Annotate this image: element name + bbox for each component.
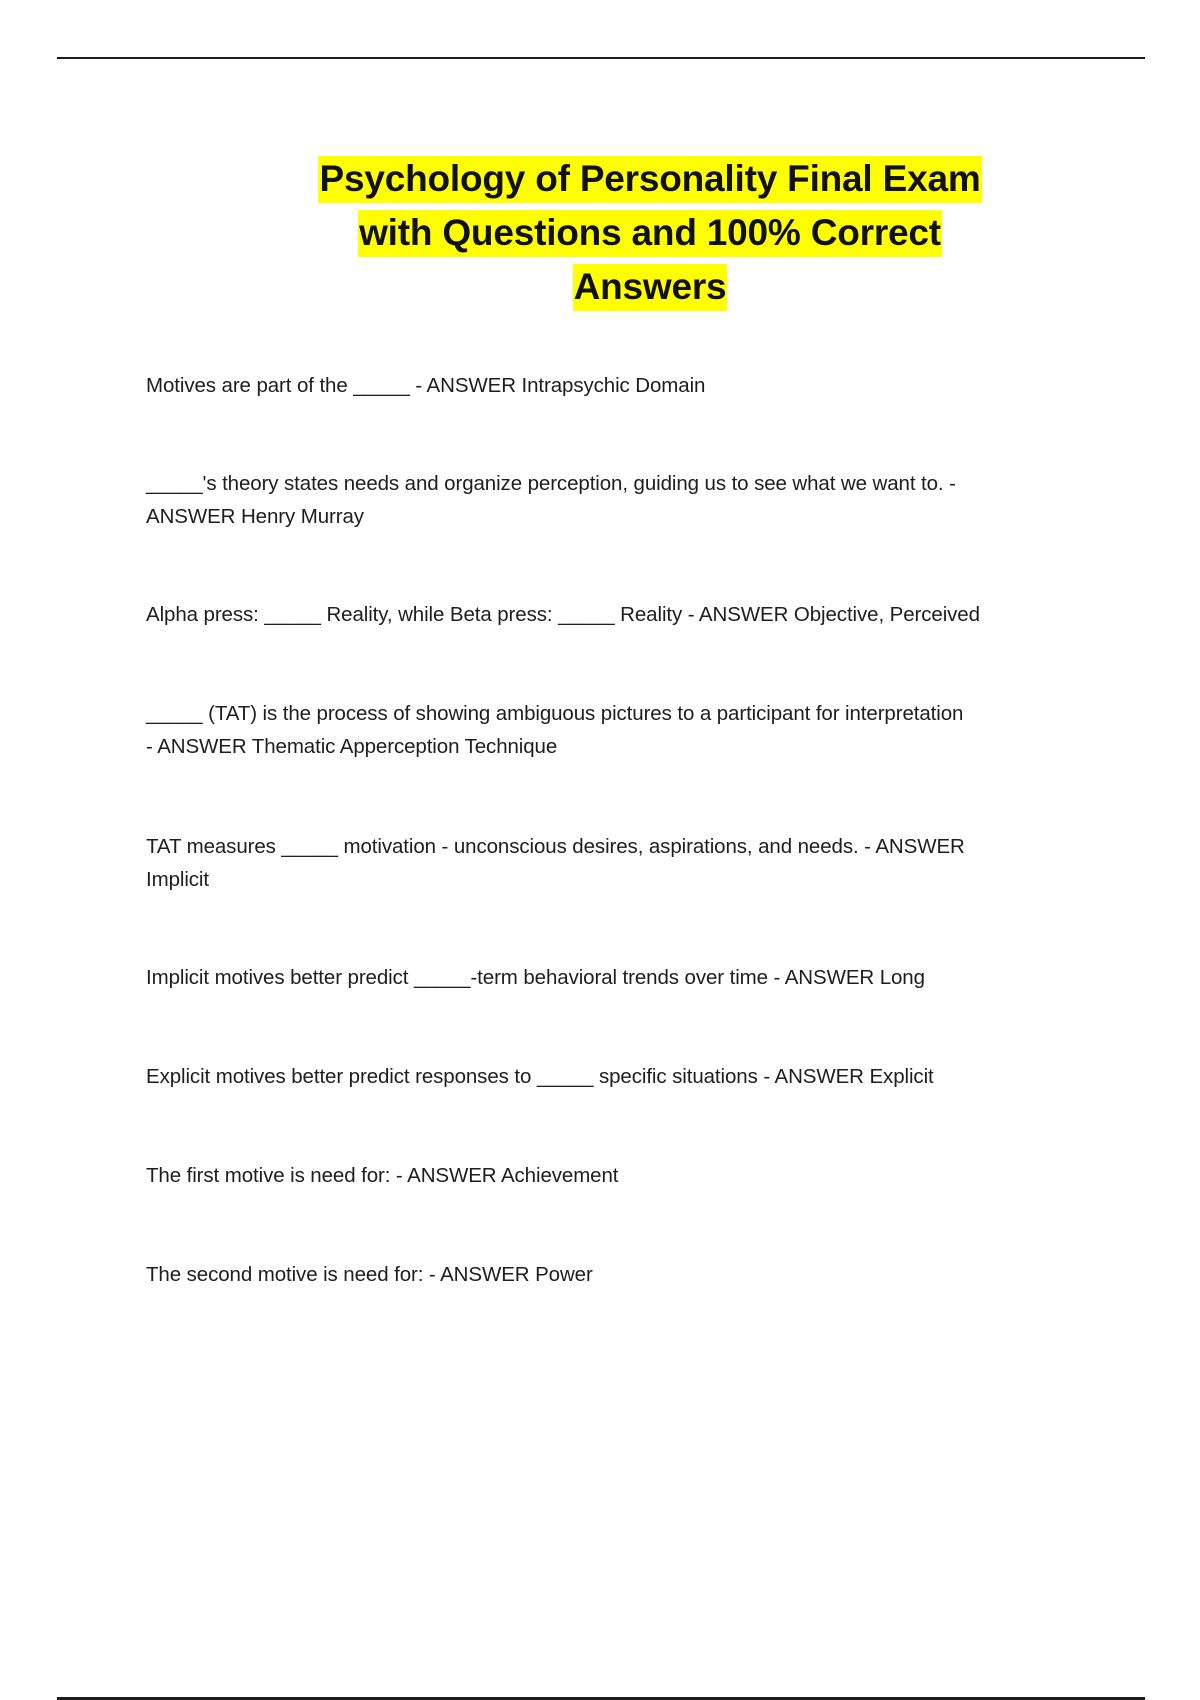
title-line-1 <box>100 152 1200 206</box>
qa-text: The first motive is need for: - ANSWER Achievement <box>146 1164 619 1187</box>
qa-text: Alpha press: _____ Reality, while Beta press: _____ Reality - ANSWER Objective, Perceived <box>146 603 980 626</box>
title-text-1: Psychology of Personality Final Exam <box>318 156 981 203</box>
title-line-2 <box>100 206 1200 260</box>
qa-text: _____ (TAT) is the process of showing ambiguous pictures to a participant for interpretation <box>146 702 964 725</box>
qa-text: The second motive is need for: - ANSWER Power <box>146 1263 593 1286</box>
qa-text-cont: ANSWER Henry Murray <box>146 505 364 528</box>
title-text-2: with Questions and 100% Correct <box>358 210 942 257</box>
qa-item-1 <box>146 369 705 402</box>
qa-text: _____'s theory states needs and organize perception, guiding us to see what we want to. - <box>146 472 956 495</box>
qa-item-7 <box>146 1060 934 1093</box>
title-line-3 <box>100 260 1200 314</box>
qa-text: Implicit motives better predict _____-term behavioral trends over time - ANSWER Long <box>146 966 925 989</box>
qa-text: Motives are part of the _____ - ANSWER Intrapsychic Domain <box>146 374 706 397</box>
qa-text-cont: Implicit <box>146 868 209 891</box>
header-rule <box>57 57 1145 59</box>
qa-item-6 <box>146 961 925 994</box>
qa-item-8 <box>146 1159 618 1192</box>
document-title <box>0 152 1200 314</box>
qa-item-9 <box>146 1258 593 1291</box>
qa-item-3 <box>146 598 980 631</box>
qa-item-4 <box>146 697 963 763</box>
qa-text-cont: - ANSWER Thematic Apperception Technique <box>146 735 558 758</box>
qa-text: TAT measures _____ motivation - unconscious desires, aspirations, and needs. - ANSWER <box>146 835 965 858</box>
qa-text: Explicit motives better predict responses to _____ specific situations - ANSWER Explicit <box>146 1065 934 1088</box>
qa-item-5 <box>146 830 965 896</box>
qa-item-2 <box>146 467 956 533</box>
title-text-3: Answers <box>573 264 728 311</box>
